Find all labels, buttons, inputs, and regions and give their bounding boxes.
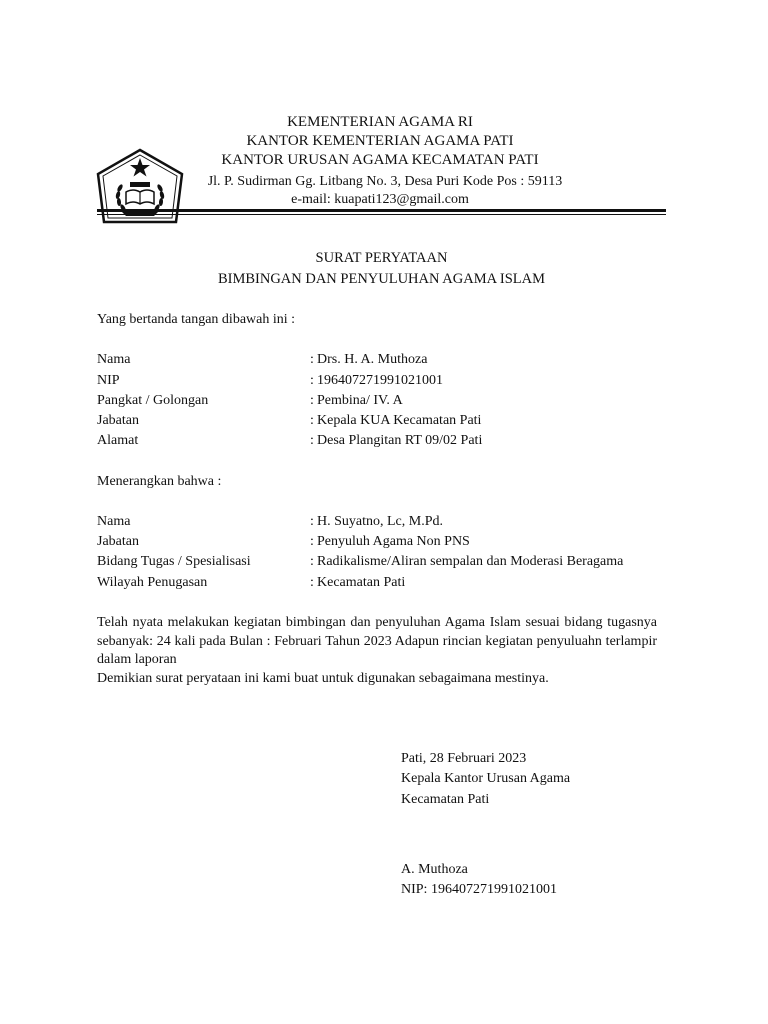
kementerian-agama-emblem-icon <box>96 148 184 228</box>
ministry-name: KEMENTERIAN AGAMA RI <box>287 114 473 130</box>
document-title: SURAT PERYATAAN <box>315 250 448 266</box>
field-value: Radikalisme/Aliran sempalan dan Moderasi Beragama <box>317 554 624 569</box>
field-label: Wilayah Penugasan <box>97 575 208 590</box>
field-value: Pembina/ IV. A <box>317 393 403 408</box>
field-label: Nama <box>97 352 131 367</box>
field-value: Drs. H. A. Muthoza <box>317 352 428 367</box>
field-separator: : <box>310 373 314 388</box>
field-separator: : <box>310 352 314 367</box>
sub-office-name: KANTOR URUSAN AGAMA KECAMATAN PATI <box>221 152 539 168</box>
office-name: KANTOR KEMENTERIAN AGAMA PATI <box>246 133 514 149</box>
states-text: Menerangkan bahwa : <box>97 474 222 489</box>
field-separator: : <box>310 433 314 448</box>
field-label: Alamat <box>97 433 139 448</box>
signature-position: Kepala Kantor Urusan Agama <box>401 771 571 786</box>
subject-row <box>97 514 666 534</box>
field-label: Pangkat / Golongan <box>97 393 209 408</box>
field-label: Nama <box>97 514 131 529</box>
field-separator: : <box>310 575 314 590</box>
signer-row <box>97 373 666 393</box>
document-subtitle: BIMBINGAN DAN PENYULUHAN AGAMA ISLAM <box>217 271 546 287</box>
subject-row <box>97 554 666 574</box>
field-label: Bidang Tugas / Spesialisasi <box>97 554 251 569</box>
field-value: Penyuluh Agama Non PNS <box>317 534 470 549</box>
signature-nip: NIP: 196407271991021001 <box>401 882 557 897</box>
letterhead-rule-thick <box>97 209 666 212</box>
field-value: Kepala KUA Kecamatan Pati <box>317 413 482 428</box>
subject-row <box>97 534 666 554</box>
signer-row <box>97 393 666 413</box>
signature-name: A. Muthoza <box>401 862 468 877</box>
signer-row <box>97 352 666 372</box>
field-separator: : <box>310 413 314 428</box>
field-separator: : <box>310 534 314 549</box>
field-separator: : <box>310 514 314 529</box>
subject-row <box>97 575 666 595</box>
field-value: 196407271991021001 <box>317 373 443 388</box>
signer-row <box>97 413 666 433</box>
field-value: Kecamatan Pati <box>317 575 406 590</box>
letterhead-rule-thin <box>97 214 666 215</box>
office-address: Jl. P. Sudirman Gg. Litbang No. 3, Desa Puri Kode Pos : 59113 <box>207 174 563 189</box>
office-email: e-mail: kuapati123@gmail.com <box>291 192 469 207</box>
field-separator: : <box>310 393 314 408</box>
field-label: NIP <box>97 373 120 388</box>
field-label: Jabatan <box>97 413 139 428</box>
field-value: Desa Plangitan RT 09/02 Pati <box>317 433 483 448</box>
field-separator: : <box>310 554 314 569</box>
field-value: H. Suyatno, Lc, M.Pd. <box>317 514 443 529</box>
signature-position-area: Kecamatan Pati <box>401 792 490 807</box>
closing-text: Demikian surat peryataan ini kami buat untuk digunakan sebagaimana mestinya. <box>97 671 549 686</box>
field-label: Jabatan <box>97 534 139 549</box>
signature-place-date: Pati, 28 Februari 2023 <box>401 751 527 766</box>
body-paragraph: Telah nyata melakukan kegiatan bimbingan dan penyuluhan Agama Islam sesuai bidang tugasnya sebanyak: 24 kali pada Bulan : Februari Tahun 2023 Adapun rincian kegiatan penyuluahn terlampir dalam laporan <box>97 615 657 667</box>
signer-row <box>97 433 666 453</box>
intro-text: Yang bertanda tangan dibawah ini : <box>97 312 296 327</box>
